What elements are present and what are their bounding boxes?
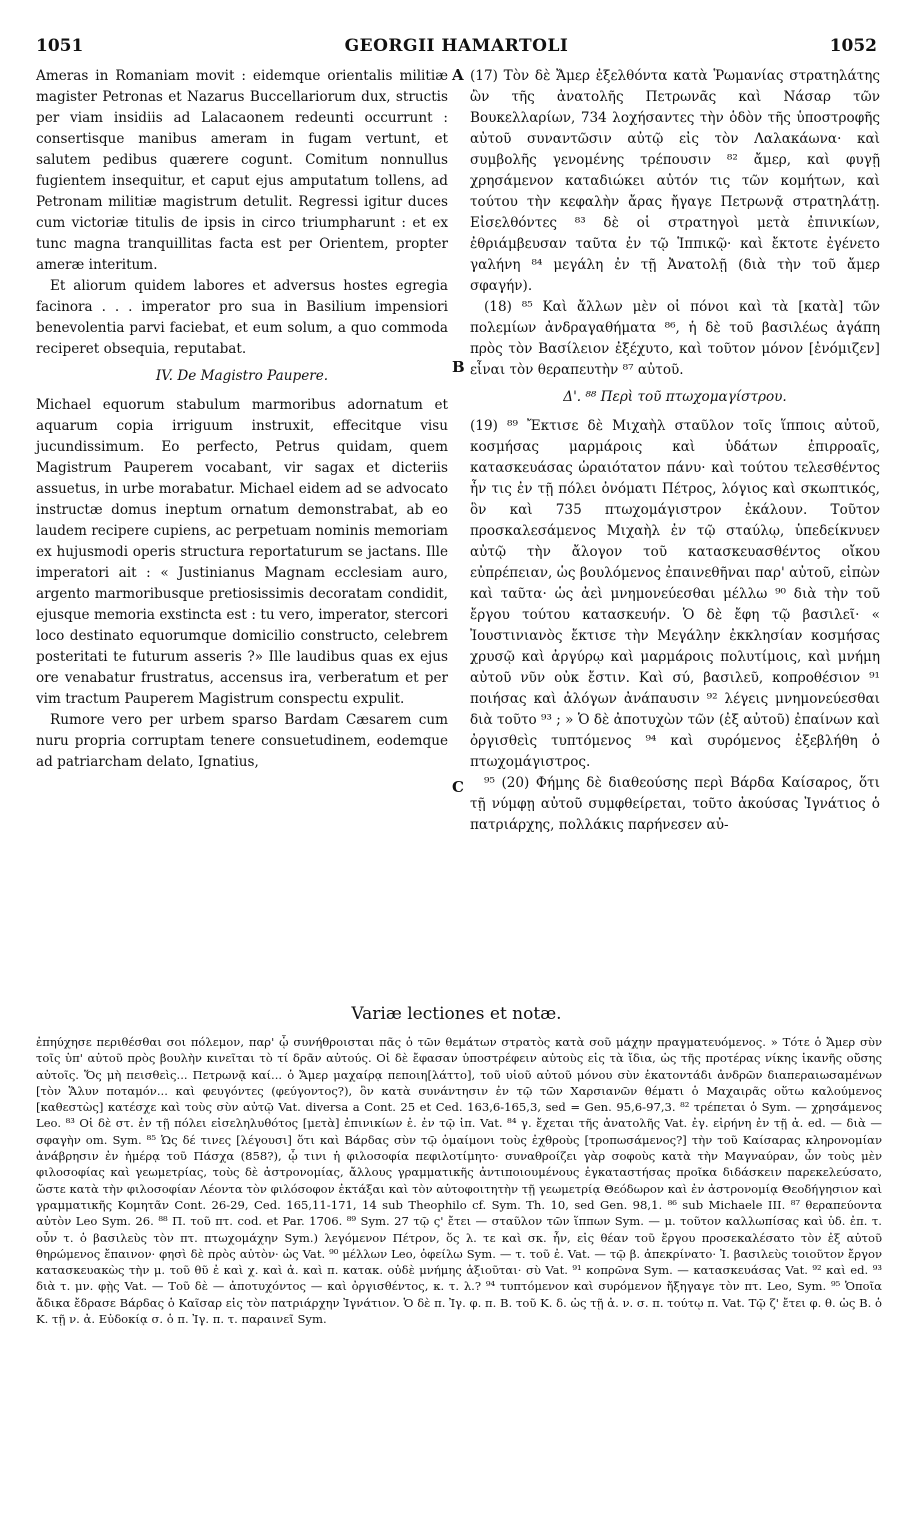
apparatus-notes	[36, 1034, 882, 1327]
page-number-left: 1051	[36, 36, 84, 56]
greek-paragraph: ⁹⁵ (20) Φήμης δὲ διαθεούσης περὶ Βάρδα Καίσαρος, ὅτι τῇ νύμφῃ αὐτοῦ συμφθείρεται, τοῦτο ἀκούσας Ἰγνάτιος ὁ πατριάρχης, πολλάκις παρήνεσεν αὐ-	[470, 775, 880, 833]
greek-section-heading: Δ'. ⁸⁸ Περὶ τοῦ πτωχομαγίστρου.	[563, 389, 787, 405]
margin-letter-c: C	[452, 778, 464, 796]
latin-paragraph: Et aliorum quidem labores et adversus hostes egregia facinora . . . imperator pro sua in Basilium impensiori benevolentia parvi faciebat, et eum solum, a quo commoda reciperet obsequia, reputabat.	[36, 278, 448, 357]
greek-paragraph: (19) ⁸⁹ Ἔκτισε δὲ Μιχαὴλ σταῦλον τοῖς ἵπποις αὐτοῦ, κοσμήσας μαρμάροις καὶ ὑδάτων ἐπιρροαῖς, κατασκευάσας ὡραιότατον πάνυ· καὶ τούτου τελεσθέντος ἦν τις ἐν τῇ πόλει ὀνόματι Πέτρος, λόγιος καὶ σκωπτικός, ὃν καὶ 735 πτωχομάγιστρον ἐκάλουν. Τοῦτον προσκαλεσάμενος Μιχαὴλ ἐν τῷ σταύλῳ, ὑπεδείκνυεν αὐτῷ τὴν ἄλογον τοῦ κατασκευασθέντος οἴκου εὐπρέπειαν, ὡς βουλόμενος ἐπαινεθῆναι παρ' αὐτοῦ, εἰπὼν καὶ ταῦτα· ὡς ἀεὶ μνημονεύεσθαι μέλλω ⁹⁰ διὰ τὴν τοῦ ἔργου τούτου κατασκευήν. Ὁ δὲ ἔφη τῷ βασιλεῖ· « Ἰουστινιανὸς ἔκτισε τὴν Μεγάλην ἐκκλησίαν κοσμήσας χρυσῷ καὶ ἀργύρῳ καὶ μαρμάροις πολυτίμοις, καὶ μνήμη αὐτοῦ νῦν οὐκ ἔστιν. Καὶ σύ, βασιλεῦ, κοπροθέσιον ⁹¹ ποιήσας καὶ ἀλόγων ἀνάπαυσιν ⁹² λέγεις μνημονεύεσθαι διὰ τοῦτο ⁹³ ; » Ὁ δὲ ἀποτυχὼν τῶν (ἐξ αὐτοῦ) ἐπαίνων καὶ ὀργισθεὶς τυπτόμενος ⁹⁴ καὶ συρόμενος ἐξεβλήθη ὁ πτωχομάγιστρος.	[470, 418, 880, 770]
greek-paragraph: (18) ⁸⁵ Καὶ ἄλλων μὲν οἱ πόνοι καὶ τὰ [κατὰ] τῶν πολεμίων ἀνδραγαθήματα ⁸⁶, ἡ δὲ τοῦ βασιλέως ἀγάπη πρὸς τὸν Βασίλειον ἐξέχυτο, καὶ τοῦτον μόνον [ἐνόμιζεν] εἶναι τὸν θεραπευτὴν ⁸⁷ αὐτοῦ.	[470, 299, 880, 378]
running-header	[36, 36, 877, 62]
notes-title: Variæ lectiones et notæ.	[351, 1004, 562, 1024]
margin-letter-a: A	[452, 66, 464, 84]
margin-letter-b: B	[452, 358, 465, 376]
latin-paragraph: Rumore vero per urbem sparso Bardam Cæsarem cum nuru propria corruptam tenere consuetudinem, eodemque ad patriarcham delato, Ignatius,	[36, 712, 448, 770]
greek-column	[470, 66, 880, 836]
running-title: GEORGII HAMARTOLI	[344, 36, 569, 56]
greek-paragraph: (17) Τὸν δὲ Ἄμερ ἐξελθόντα κατὰ Ῥωμανίας στρατηλάτης ὢν τῆς ἀνατολῆς Πετρωνᾶς καὶ Νάσαρ τῶν Βουκελλαρίων, 734 λοχήσαντες τὴν ὁδὸν τῆς ὑποστροφῆς αὐτοῦ συναντῶσιν αὐτῷ εἰς τὸν Λαλακάωνα· καὶ συμβολῆς γενομένης τρέπουσιν ⁸² ἄμερ, καὶ φυγῇ χρησάμενον καταδιώκει αὐτόν τις τῶν κομήτων, καὶ τούτου τὴν κεφαλὴν ἄρας ἤγαγε Πετρωνᾷ στρατηλάτῃ. Εἰσελθόντες ⁸³ δὲ οἱ στρατηγοὶ μετὰ ἐπινικίων, ἐθριάμβευσαν ταῦτα ἐν τῷ Ἱππικῷ· καὶ ἔκτοτε ἐγένετο γαλήνη ⁸⁴ μεγάλη ἐν τῇ Ἀνατολῇ (διὰ τὴν τοῦ ἄμερ σφαγήν).	[470, 68, 880, 294]
latin-paragraph: Ameras in Romaniam movit : eidemque orientalis militiæ magister Petronas et Nazarus Buccellariorum dux, structis per viam insidiis ad Lalacaonem redeunti occurrunt : consertisque manibus ameram in fugam vertunt, et salutem pedibus quærere cogunt. Comitum nonnullus fugientem insequitur, et caput ejus amputatum tollens, ad Petronam militiæ magistrum detulit. Regressi igitur duces cum victoriæ titulis de ipsis in circo triumpharunt : et ex tunc magna tranquillitas facta est per Orientem, propter ameræ interitum.	[36, 68, 448, 273]
notes-text: ἐπηύχησε περιθέσθαι σοι πόλεμον, παρ' ᾧ συνήθροισται πᾶς ὁ τῶν θεμάτων στρατὸς κατὰ σοῦ μάχην πραγματευόμενος. » Τότε ὁ Ἄμερ σὺν τοῖς ὑπ' αὐτοῦ πρὸς βουλὴν κινεῖται τὸ τί δρᾶν αὐτούς. Οἱ δὲ ἔφασαν ὑποστρέφειν αὐτοὺς εἰς τὰ ἴδια, ὡς τῆς προτέρας νίκης ἱκανῆς οὔσης αὐτοῖς. Ὅς μὴ πεισθεὶς... Πετρωνᾷ καί... ὁ Ἄμερ μαχαίρᾳ πεποιη[λάττο], τοῦ υἱοῦ αὐτοῦ μόνου σὺν ἑκατοντάδι ἀνδρῶν διαπεραιωσαμένων [τὸν Ἅλυν ποταμόν... καὶ φευγόντες (φεύγοντος?), ὃν κατὰ συνάντησιν ἐν τῷ τῶν Χαρσιανῶν θέματι ὁ Μαχαιρᾶς οὕτω καλούμενος [καθεστὼς] κατέσχε καὶ τοὺς σὺν αὐτῷ Vat. diversa a Cont. 25 et Ced. 163,6-165,3, sed = Gen. 95,6-97,3. ⁸² τρέπεται ὁ Sym. — χρησάμενος Leo. ⁸³ Οἱ δὲ στ. ἐν τῇ πόλει εἰσεληλυθότος [μετὰ] ἐπινικίων ἐ. ἐν τῷ ἱπ. Vat. ⁸⁴ γ. ἔχεται τῆς ἀνατολῆς Vat. ἐγ. εἰρήνη ἐν τῇ ἀ. ed. — διὰ — σφαγὴν om. Sym. ⁸⁵ Ὡς δέ τινες [λέγουσι] ὅτι καὶ Βάρδας σὺν τῷ ὁμαίμονι τοὺς ἐχθροὺς [τροπωσάμενος?] τὴν τοῦ Καίσαρας κληρονομίαν ἀνάβρησιν ἐν ἡμέρᾳ τοῦ Πάσχα (858?), ᾧ τινι ἡ φιλοσοφία πεφιλοτίμητο· συναθροίζει γὰρ σοφοὺς κατὰ τὴν Μαγναύραν, ὧν τοὺς μὲν φιλοσοφίας καὶ γεωμετρίας, τοὺς δὲ ἀστρονομίας, ἄλλους γραμματικῆς ἀντιποιουμένους ἐγκαταστήσας προῖκα διδάσκειν παρεκελεύσατο, ὥστε κατὰ τὴν φιλοσοφίαν Λέοντα τὸν φιλόσοφον ἐκτάξαι καὶ τὸν αὐτοφοιτητὴν τῇ γεωμετρίᾳ Θεόδωρον καὶ ἐν ἀστρονομίᾳ Θεοδήγησιον καὶ γραμματικῆς Κομητᾶν Cont. 26-29, Ced. 165,11-171, 14 sub Theophilo cf. Sym. Th. 10, sed Gen. 98,1. ⁸⁶ sub Michaele III. ⁸⁷ θεραπεύοντα αὐτὸν Leo Sym. 26. ⁸⁸ Π. τοῦ πτ. cod. et Par. 1706. ⁸⁹ Sym. 27 τῷ ς' ἔτει — σταῦλον τῶν ἵππων Sym. — μ. τοῦτον καλλωπίσας καὶ ὑδ. ἐπ. τ. οὖν τ. ὁ βασιλεὺς τὸν πτ. πτωχομάχην Sym.) λεγόμενον Πέτρον, ὅς λ. τε καὶ σκ. ἦν, εἰς θέαν τοῦ ἔργου προσεκαλέσατο τὸν ἐξ αὐτοῦ θηρώμενος ἔπαινον· φησὶ δὲ πρὸς αὐτὸν· ὡς Vat. ⁹⁰ μέλλων Leo, ὀφείλω Sym. — τ. τοῦ ἐ. Vat. — τῷ β. ἀπεκρίνατο· Ἰ. βασιλεὺς τοιοῦτον ἔργον κατασκευακὼς τὴν μ. τοῦ θῦ ἐ καὶ χ. καὶ ἀ. καὶ π. κατακ. οὐδὲ μνήμης ἀξιοῦται· σὺ Vat. ⁹¹ κοπρῶνα Sym. — κατασκευάσας Vat. ⁹² καὶ ed. ⁹³ διὰ τ. μν. φῂς Vat. — Τοῦ δὲ — ἀποτυχόντος — καὶ ὀργισθέντος, κ. τ. λ.? ⁹⁴ τυπτόμενον καὶ συρόμενον ἤξηγαγε τὸν πτ. Leo, Sym. ⁹⁵ Ὁποῖα ἄδικα ἔδρασε Βάρδας ὁ Καῖσαρ εἰς τὸν πατριάρχην Ἰγνάτιον. Ὁ δὲ π. Ἰγ. φ. π. B. τοῦ K. δ. ὡς τῇ ἀ. ν. σ. π. τούτῳ π. Vat. Τῷ ζ' ἔτει φ. θ. ὡς B. ὁ K. τῇ ν. ἀ. Εὐδοκίᾳ σ. ὁ π. Ἰγ. π. τ. παραινεῖ Sym.	[36, 1035, 882, 1327]
page-number-right: 1052	[829, 36, 877, 56]
latin-paragraph: Michael equorum stabulum marmoribus adornatum et aquarum copia irriguum instruxit, effecitque visu jucundissimum. Eo perfecto, Petrus quidam, quem Magistrum Pauperem vocabant, vir sagax et dicteriis assuetus, in urbe morabatur. Michael eidem ad se advocato instructæ domus ineptum ornatum demonstrabat, ab eo laudem recipere cupiens, ac perpetuam nominis memoriam ex hujusmodi operis structura reportaturum se jactans. Ille imperatori ait : « Justinianus Magnam ecclesiam auro, argento marmoribusque pretiosissimis decoratam condidit, ejusque memoria exstincta est : tu vero, imperator, stercori loco destinato equorumque domicilio constructo, celebrem posteritati te futurum asseris ?» Ille laudibus quas ex ejus ore venabatur frustratus, accensus ira, verberatum et per vim tractum Pauperem Magistrum conspectu expulit.	[36, 397, 448, 707]
latin-section-heading: IV. De Magistro Paupere.	[155, 368, 329, 384]
latin-column	[36, 66, 448, 773]
